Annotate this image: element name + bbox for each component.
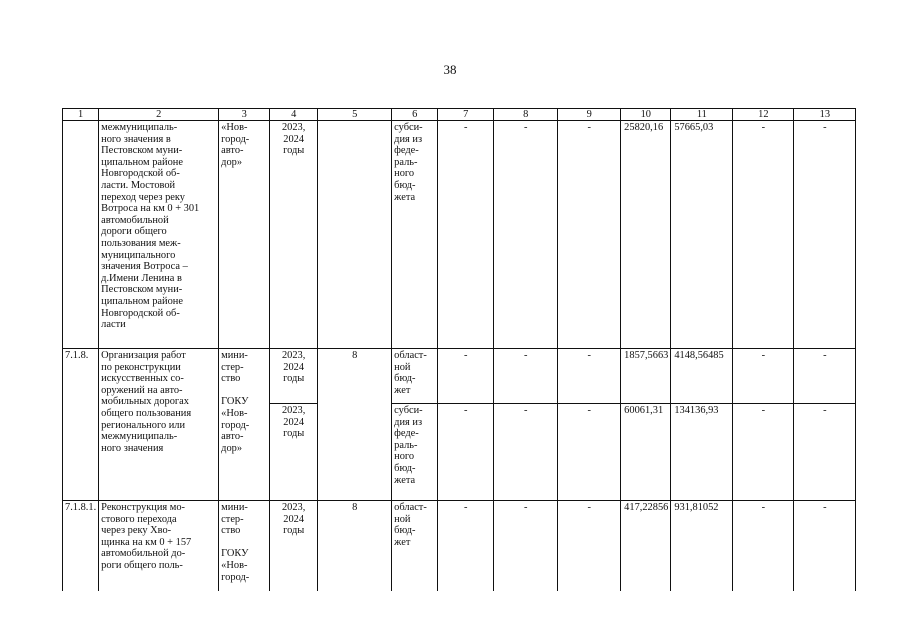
value-cell: - [494,404,558,501]
value-cell: 1857,5663 [621,349,671,404]
value-cell: - [733,404,794,501]
value-cell: - [438,404,494,501]
column-header: 7 [438,109,494,121]
value-cell: - [558,404,621,501]
table-header-row [63,109,856,121]
column-header: 6 [392,109,438,121]
table-row [63,349,856,404]
funding-source: субси- дия из феде- раль- ного бюд- жета [392,121,438,349]
period: 2023, 2024 годы [270,501,318,591]
measure-name: межмуниципаль- ного значения в Пестовском муни- ципальном районе Новгородской об- ласти. Мостовой переход через реку Вотроса на км 0 + 301 автомобильной дороги общего пользования меж- муниципального значения Вотроса – д.Имени Ленина в Пестовском муни- ципальном районе Новгородской об- ласти [99,121,219,349]
value-cell: 25820,16 [621,121,671,349]
value-cell: - [438,349,494,404]
measure-name: Организация работ по реконструкции искусственных со- оружений на авто- мобильных дорогах общего пользования регионального или межмуниципаль- ного значения [99,349,219,501]
column-header: 12 [733,109,794,121]
value-cell: - [794,404,856,501]
target-indicator: 8 [318,349,392,501]
row-code [63,121,99,349]
value-cell: - [494,501,558,591]
executor: мини- стер- ство ГОКУ «Нов- город- авто- дор» [219,349,270,501]
value-cell: - [438,121,494,349]
value-cell: 134136,93 [671,404,733,501]
value-cell: - [794,501,856,591]
measure-name: Реконструкция мо- стового перехода через реку Хво- щинка на км 0 + 157 автомобильной до- роги общего поль- [99,501,219,591]
target-indicator [318,121,392,349]
column-header: 10 [621,109,671,121]
column-header: 3 [219,109,270,121]
period: 2023, 2024 годы [270,404,318,501]
table-row [63,121,856,349]
funding-source: област- ной бюд- жет [392,349,438,404]
value-cell: - [733,501,794,591]
column-header: 13 [794,109,856,121]
column-header: 11 [671,109,733,121]
program-table [62,108,856,591]
executor: мини- стер- ство ГОКУ «Нов- город- [219,501,270,591]
value-cell: - [733,121,794,349]
row-code: 7.1.8.1. [63,501,99,591]
value-cell: 60061,31 [621,404,671,501]
funding-source: субси- дия из феде- раль- ного бюд- жета [392,404,438,501]
column-header: 8 [494,109,558,121]
column-header: 1 [63,109,99,121]
value-cell: - [558,121,621,349]
period: 2023, 2024 годы [270,121,318,349]
value-cell: 4148,56485 [671,349,733,404]
column-header: 2 [99,109,219,121]
value-cell: - [733,349,794,404]
target-indicator: 8 [318,501,392,591]
period: 2023, 2024 годы [270,349,318,404]
value-cell: - [558,349,621,404]
value-cell: - [558,501,621,591]
row-code: 7.1.8. [63,349,99,501]
column-header: 5 [318,109,392,121]
column-header: 9 [558,109,621,121]
value-cell: - [494,121,558,349]
column-header: 4 [270,109,318,121]
value-cell: 417,22856 [621,501,671,591]
page-number: 38 [443,62,457,77]
value-cell: - [794,121,856,349]
value-cell: 931,81052 [671,501,733,591]
value-cell: - [438,501,494,591]
executor: «Нов- город- авто- дор» [219,121,270,349]
table-row [63,501,856,591]
value-cell: - [494,349,558,404]
value-cell: 57665,03 [671,121,733,349]
funding-source: област- ной бюд- жет [392,501,438,591]
value-cell: - [794,349,856,404]
